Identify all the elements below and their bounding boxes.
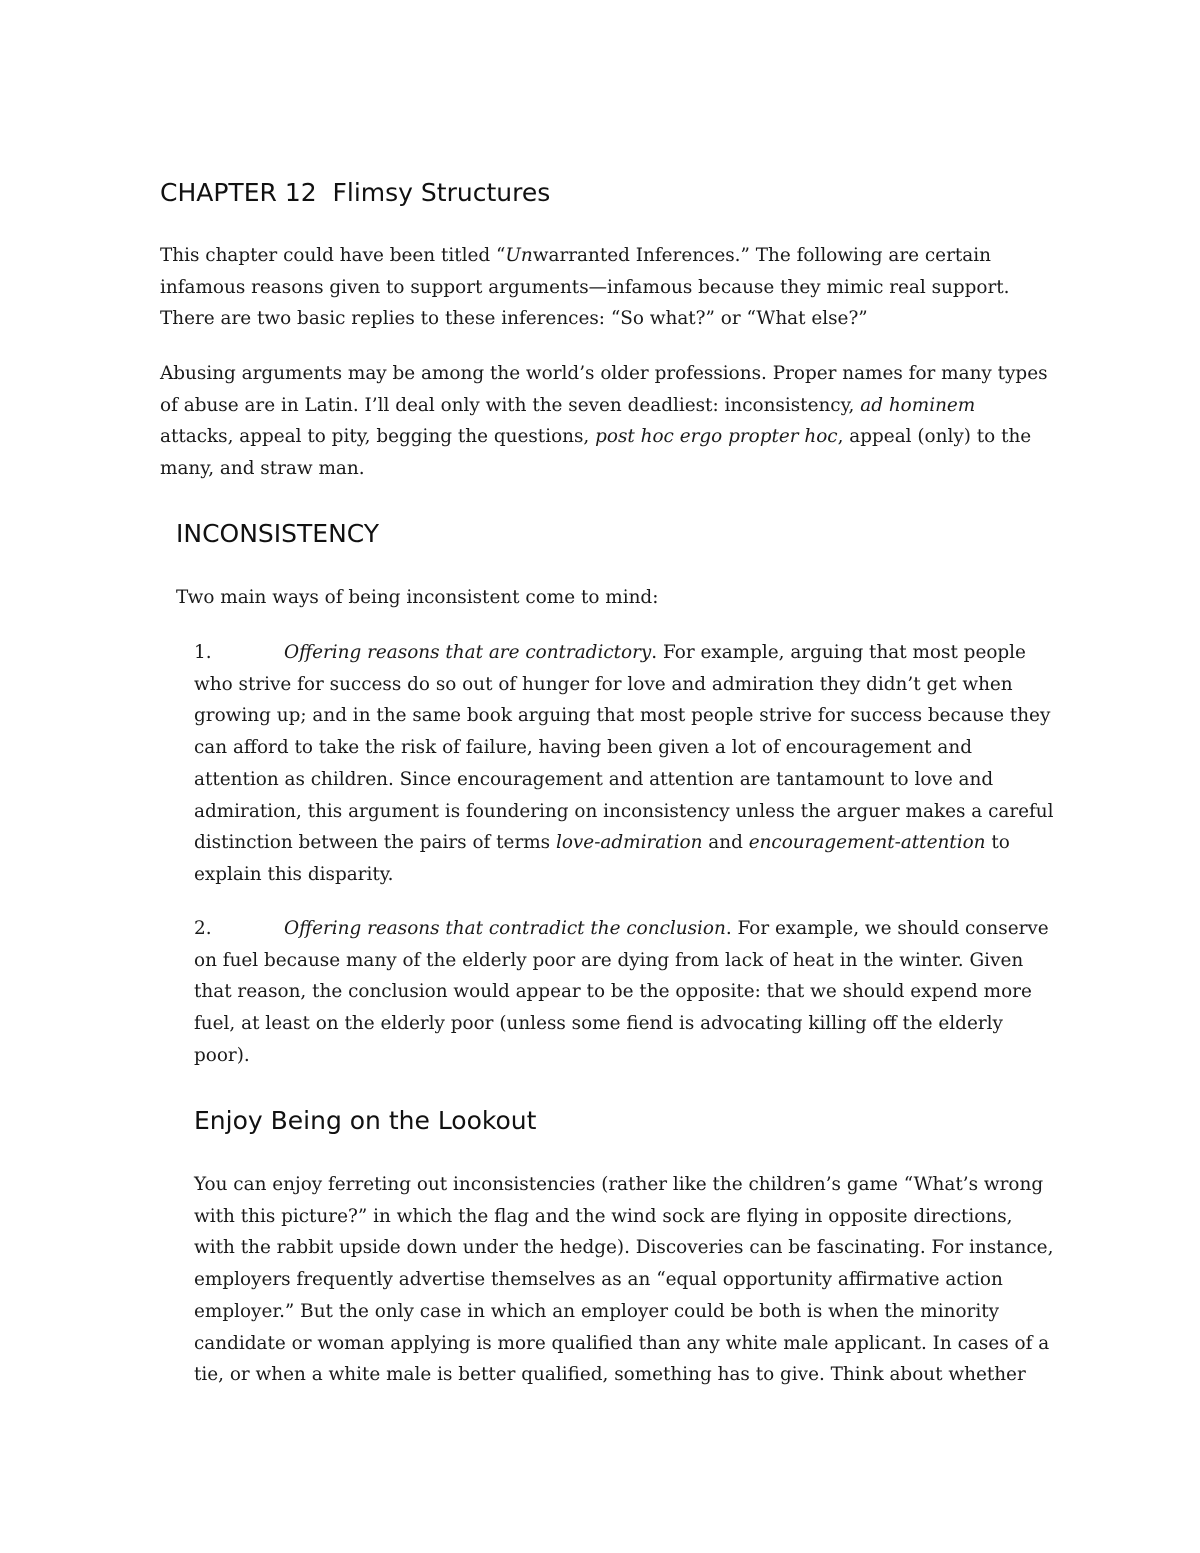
abuse-line-1: Abusing arguments may be among the world’s older professions. Proper names for many types xyxy=(160,363,1048,384)
abuse-paragraph xyxy=(160,358,1048,485)
intro-line-1: This chapter could have been titled “Unwarranted Inferences.” The following are certain xyxy=(160,245,991,266)
inconsistency-intro: Two main ways of being inconsistent come to mind: xyxy=(176,587,659,608)
abuse-line-4: many, and straw man. xyxy=(160,458,365,480)
abuse-line-2: of abuse are in Latin. I’ll deal only with the seven deadliest: inconsistency, ad hominem xyxy=(160,394,976,416)
chapter-title: CHAPTER 12 Flimsy Structures xyxy=(160,178,551,207)
abuse-line-3: attacks, appeal to pity, begging the questions, post hoc ergo propter hoc, appeal (only) to the xyxy=(160,426,1032,448)
intro-line-2: infamous reasons given to support arguments—infamous because they mimic real support. xyxy=(160,276,1010,298)
list-item-1: 1. Offering reasons that are contradictory. For example, arguing that most people who strive for success do so out of hunger for love and admiration they didn’t get when growing up; and in the same book arguing that most people strive for success because they can afford to take the risk of failure, having been given a lot of encouragement and attention as children. Since encouragement and attention are tantamount to love and admiration, this argument is foundering on inconsistency unless the arguer makes a careful distinction between the pairs of terms love-admiration and encouragement-attention to explain this disparity. xyxy=(194,637,1054,891)
lookout-heading: Enjoy Being on the Lookout xyxy=(194,1106,537,1135)
lookout-paragraph: You can enjoy ferreting out inconsistencies (rather like the children’s game “What’s wrong with this picture?” in which the flag and the wind sock are flying in opposite directions, with the rabbit upside down under the hedge). Discoveries can be fascinating. For instance, employers frequently advertise themselves as an “equal opportunity affirmative action employer.” But the only case in which an employer could be both is when the minority candidate or woman applying is more qualified than any white male applicant. In cases of a tie, or when a white male is better qualified, something has to give. Think about whether xyxy=(194,1174,1054,1386)
inconsistency-heading: INCONSISTENCY xyxy=(176,519,380,548)
list-item-number: 1. xyxy=(194,642,212,663)
intro-line-3: There are two basic replies to these inferences: “So what?” or “What else?” xyxy=(160,308,868,330)
intro-paragraph xyxy=(160,240,1010,335)
list-item-2: 2. Offering reasons that contradict the conclusion. For example, we should conserve on fuel because many of the elderly poor are dying from lack of heat in the winter. Given that reason, the conclusion would appear to be the opposite: that we should expend more fuel, at least on the elderly poor (unless some fiend is advocating killing off the elderly poor). xyxy=(194,913,1049,1072)
list-item-number: 2. xyxy=(194,918,212,939)
